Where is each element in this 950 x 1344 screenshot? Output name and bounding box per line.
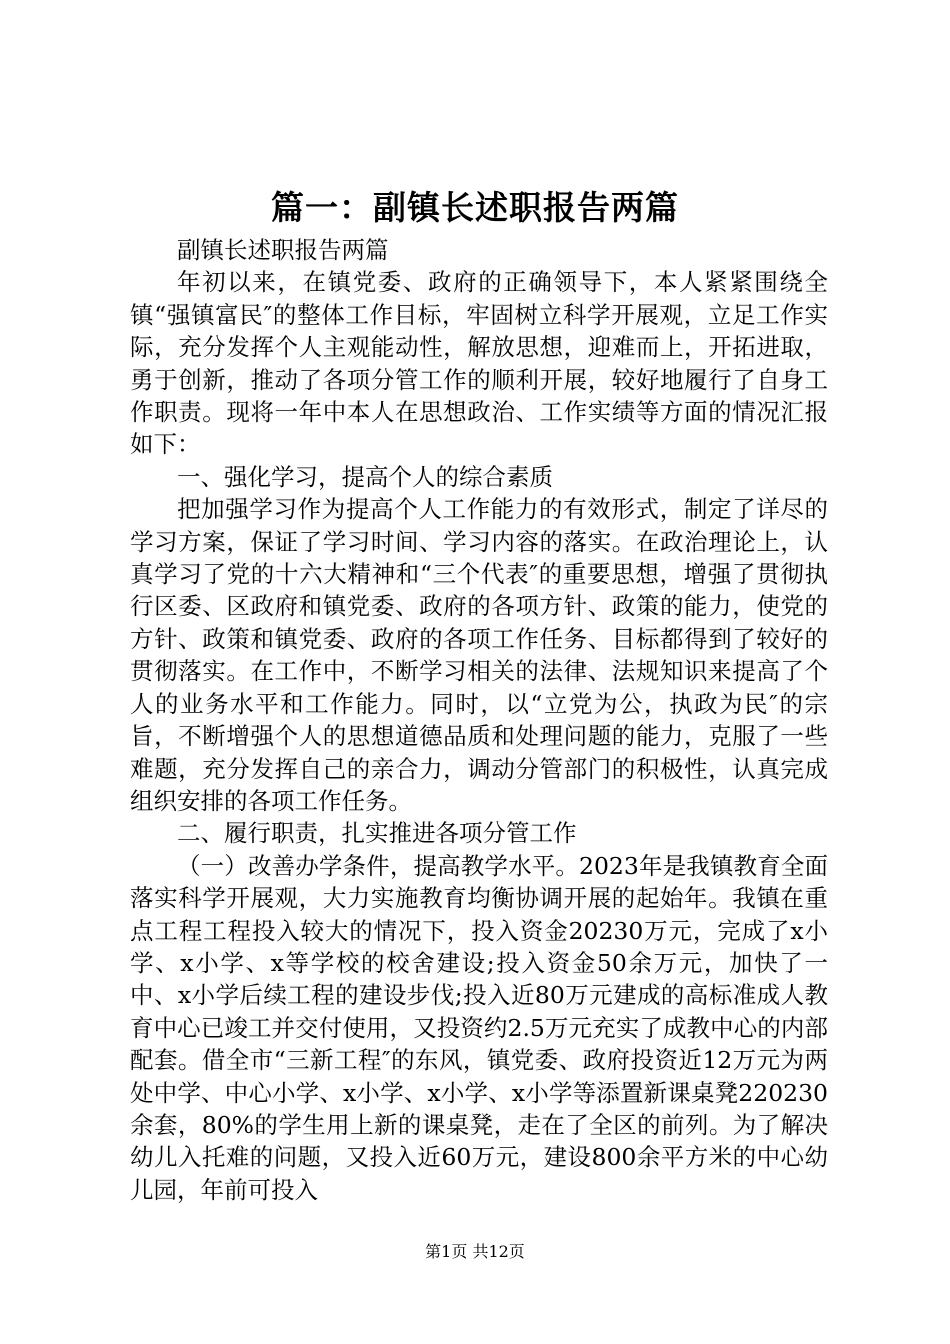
document-title: 篇一：副镇长述职报告两篇 (271, 188, 679, 227)
document-body (130, 234, 828, 1206)
subtitle-paragraph: 副镇长述职报告两篇 (177, 236, 389, 264)
section-2-paragraph: （一）改善办学条件，提高教学水平。2023年是我镇教育全面落实科学开展观，大力实施教育均衡协调开展的起始年。我镇在重点工程工程投入较大的情况下，投入资金20230万元，完成了x小学、x小学、x等学校的校舍建设;投入资金50余万元，加快了一中、x小学后续工程的建设步伐;投入近80万元建成的高标准成人教育中心已竣工并交付使用，又投资约2.5万元充实了成教中心的内部配套。借全市“三新工程″的东风，镇党委、政府投资近12万元为两处中学、中心小学、x小学、x小学、x小学等添置新课桌凳220230余套，80%的学生用上新的课桌凳，走在了全区的前列。为了解决幼儿入托难的问题，又投入近60万元，建设800余平方米的中心幼儿园，年前可投入 (130, 851, 828, 1204)
section-1-paragraph: 把加强学习作为提高个人工作能力的有效形式，制定了详尽的学习方案，保证了学习时间、学习内容的落实。在政治理论上，认真学习了党的十六大精神和“三个代表″的重要思想，增强了贯彻执行区委、区政府和镇党委、政府的各项方针、政策的能力，使党的方针、政策和镇党委、政府的各项工作任务、目标都得到了较好的贯彻落实。在工作中，不断学习相关的法律、法规知识来提高了个人的业务水平和工作能力。同时，以“立党为公，执政为民″的宗旨，不断增强个人的思想道德品质和处理问题的能力，克服了一些难题，充分发挥自己的亲合力，调动分管部门的积极性，认真完成组织安排的各项工作任务。 (130, 495, 828, 815)
page-footer: 第1页 共12页 (425, 1242, 525, 1261)
section-heading-1: 一、强化学习，提高个人的综合素质 (177, 462, 553, 491)
section-heading-2: 二、履行职责，扎实推进各项分管工作 (177, 819, 577, 848)
intro-paragraph: 年初以来，在镇党委、政府的正确领导下，本人紧紧围绕全镇“强镇富民″的整体工作目标，牢固树立科学开展观，立足工作实际，充分发挥个人主观能动性，解放思想，迎难而上，开拓进取，勇于创新，推动了各项分管工作的顺利开展，较好地履行了自身工作职责。现将一年中本人在思想政治、工作实绩等方面的情况汇报如下： (130, 268, 828, 459)
